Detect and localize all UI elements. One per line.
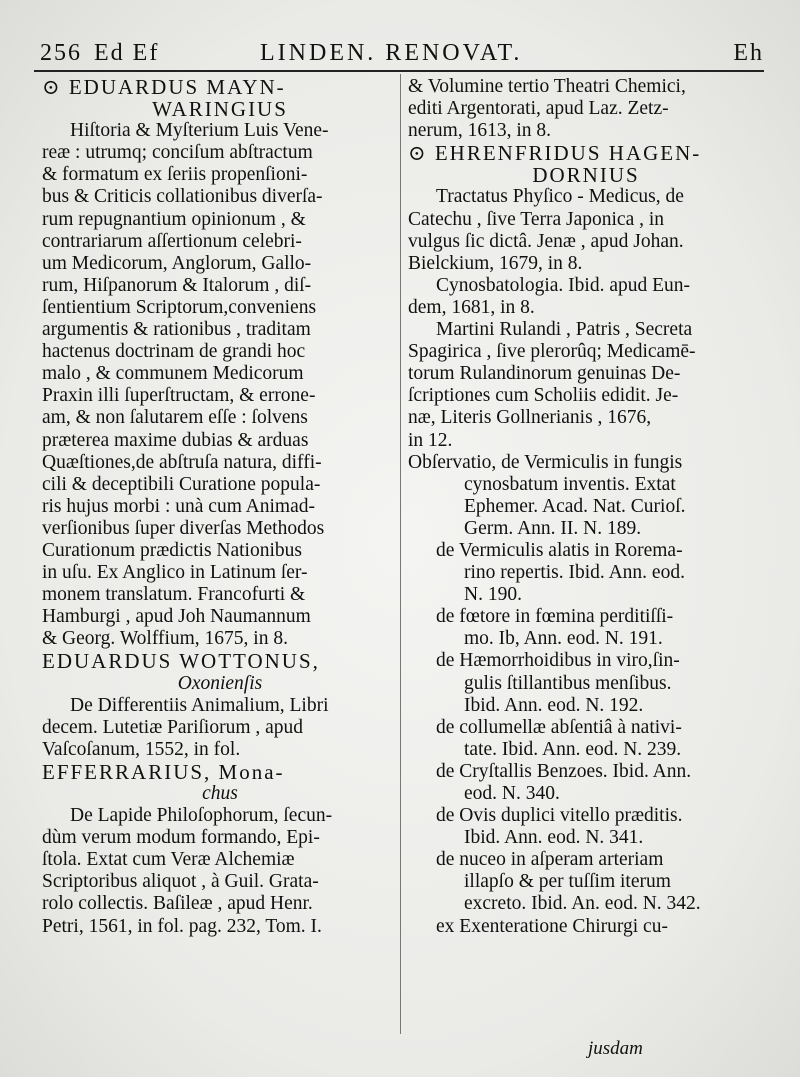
text-line: tate. Ibid. Ann. eod. N. 239. [464,738,682,760]
text-line: contrariarum aſſertionum celebri- [42,230,302,252]
text-line: dùm verum modum formando, Epi- [42,827,320,849]
text-line: de fœtore in fœmina perditiſſi- [436,606,674,628]
text-line: monem translatum. Francofurti & [42,584,306,606]
text-line: Martini Rulandi , Patris , Secreta [436,319,693,341]
text-line: eod. N. 340. [464,783,560,804]
text-line: Vaſcoſanum, 1552, in fol. [42,738,241,760]
text-line: de Cryſtallis Benzoes. Ibid. Ann. [436,760,692,782]
right-column [408,76,764,938]
text-line: illapſo & per tuſſim iterum [464,871,671,893]
text-line: reæ : utrumq; conciſum abſtractum [42,142,313,164]
text-line: cynosbatum inventis. Extat [464,473,676,495]
text-line: & Georg. Wolffium, 1675, in 8. [42,628,288,650]
text-line: excreto. Ibid. An. eod. N. 342. [464,893,701,915]
text-line: verſionibus ſuper diverſas Methodos [42,517,325,539]
text-line: næ, Literis Gollnerianis , 1676, [408,407,652,429]
text-line: DORNIUS [532,164,640,187]
text-line: Scriptoribus aliquot , à Guil. Grata- [42,871,319,893]
column-divider [400,74,401,1034]
text-line: EDUARDUS WOTTONUS, [42,650,320,673]
text-line: um Medicorum, Anglorum, Gallo- [42,252,312,274]
text-line: de Hæmorrhoidibus in viro,ſin- [436,650,680,672]
text-line: argumentis & rationibus , traditam [42,319,311,341]
text-line: bus & Criticis collationibus diverſa- [42,186,323,208]
text-line: ⊙ EHRENFRIDUS HAGEN- [408,142,702,165]
text-line: Ephemer. Acad. Nat. Curioſ. [464,495,686,517]
text-line: Oxonienſis [177,672,263,694]
text-line: N. 190. [464,584,522,606]
text-line: torum Rulandinorum genuinas De- [408,363,681,385]
text-line: chus [202,783,238,804]
text-line: ⊙ EDUARDUS MAYN- [42,76,286,99]
text-line: malo , & communem Medicorum [42,363,304,385]
text-line: Ibid. Ann. eod. N. 341. [464,827,644,849]
text-line: de Ovis duplici vitello præditis. [436,805,683,827]
right-guide-word: Eh [733,40,764,66]
text-line: mo. Ib, Ann. eod. N. 191. [464,628,663,650]
text-line: Catechu , ſive Terra Japonica , in [408,208,665,230]
text-line: decem. Lutetiæ Pariſiorum , apud [42,716,304,738]
text-line: Bielckium, 1679, in 8. [408,252,583,274]
text-line: hactenus doctrinam de grandi hoc [42,341,306,363]
text-line: Germ. Ann. II. N. 189. [464,517,642,539]
text-line: Tractatus Phyſico - Medicus, de [436,186,684,208]
text-line: cili & deceptibili Curatione popula- [42,473,321,495]
text-line: de collumellæ abſentiâ à nativi- [436,716,682,738]
text-line: ſtola. Extat cum Veræ Alchemiæ [42,849,295,871]
text-line: Praxin illi ſuperſtructam, & errone- [42,385,316,407]
running-header [34,38,764,72]
text-line: Petri, 1561, in fol. pag. 232, Tom. I. [42,915,322,937]
text-line: de Vermiculis alatis in Rorema- [436,539,683,561]
text-line: Hiſtoria & Myſterium Luis Vene- [70,120,329,142]
left-column [42,76,398,938]
text-line: dem, 1681, in 8. [408,296,535,318]
text-line: de nuceo in aſperam arteriam [436,849,664,871]
text-line: & Volumine tertio Theatri Chemici, [408,76,686,97]
page-number: 256 [40,40,82,66]
text-line: ris hujus morbi : unà cum Animad- [42,495,315,517]
text-line: Quæſtiones,de abſtruſa natura, diffi- [42,451,322,473]
left-guide-words: Ed Ef [94,40,160,66]
text-line: De Differentiis Animalium, Libri [70,694,329,716]
text-line: editi Argentorati, apud Laz. Zetz- [408,98,669,120]
text-line: rum, Hiſpanorum & Italorum , diſ- [42,274,312,296]
text-line: EFFERRARIUS, Mona- [42,760,285,783]
text-line: & formatum ex ſeriis propenſioni- [42,164,308,186]
text-line: Cynosbatologia. Ibid. apud Eun- [436,274,691,296]
text-line: Hamburgi , apud Joh Naumannum [42,606,311,628]
text-line: gulis ſtillantibus menſibus. [464,672,672,694]
text-line: in uſu. Ex Anglico in Latinum ſer- [42,562,308,584]
text-line: vulgus ſic dictâ. Jenæ , apud Johan. [408,230,684,252]
text-line: am, & non ſalutarem eſſe : ſolvens [42,407,308,429]
text-line: Spagirica , ſive plerorûq; Medicamē- [408,341,696,363]
text-line: rino repertis. Ibid. Ann. eod. [464,562,685,584]
text-line: rolo collectis. Baſileæ , apud Henr. [42,893,313,915]
text-line: Curationum prædictis Nationibus [42,539,302,561]
text-line: De Lapide Philoſophorum, ſecun- [70,805,333,827]
text-line: Ibid. Ann. eod. N. 192. [464,694,644,716]
text-line: WARINGIUS [152,98,288,121]
text-line: ſentientium Scriptorum,conveniens [42,296,317,318]
text-line: Obſervatio, de Vermiculis in fungis [408,451,683,473]
text-line: præterea maxime dubias & arduas [42,429,309,451]
text-line: in 12. [408,429,453,451]
catchword: jusdam [588,1038,643,1059]
text-line: rum repugnantium opinionum , & [42,208,306,230]
running-title: LINDEN. RENOVAT. [260,40,523,66]
text-line: nerum, 1613, in 8. [408,120,551,142]
text-line: ex Exenteratione Chirurgi cu- [436,915,668,937]
text-line: ſcriptiones cum Scholiis edidit. Je- [408,385,679,407]
